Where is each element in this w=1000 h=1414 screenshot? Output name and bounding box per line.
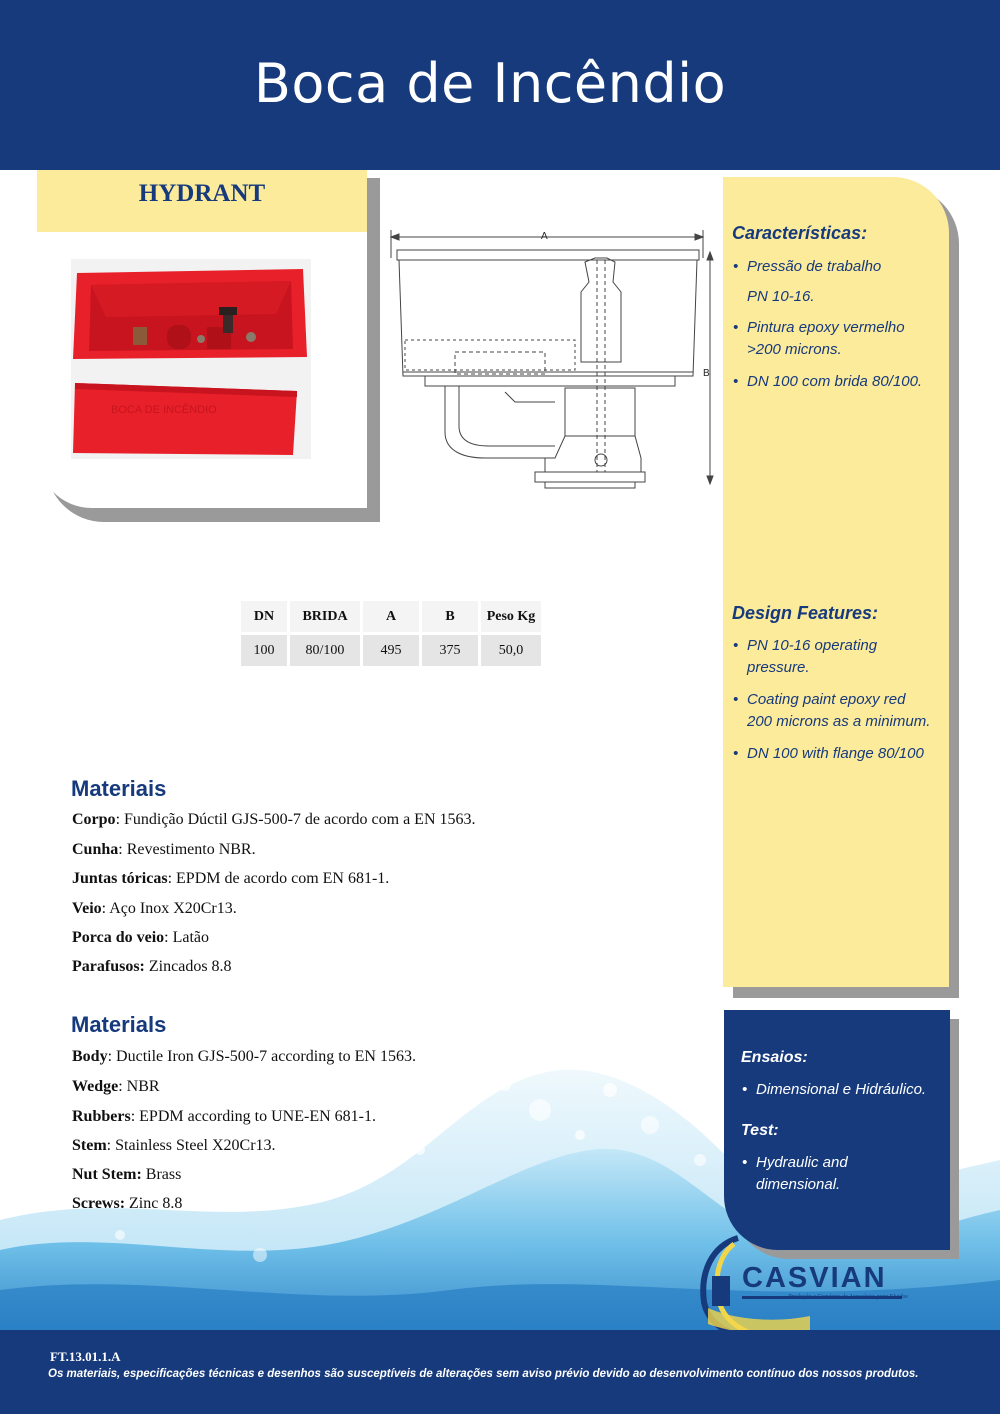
list-item-text: PN 10-16. xyxy=(747,288,815,305)
col-header-dn: DN xyxy=(241,601,287,632)
list-item-text: Pintura epoxy vermelho xyxy=(747,319,905,336)
spec-table xyxy=(238,598,544,669)
col-header-b: B xyxy=(422,601,478,632)
cell-b: 375 xyxy=(422,635,478,666)
list-item xyxy=(732,635,946,679)
features-panel xyxy=(723,177,949,987)
list-item xyxy=(741,1152,946,1196)
test-heading: Test: xyxy=(741,1122,779,1139)
materiais-line-sep: : xyxy=(115,811,125,828)
list-item-text: Dimensional e Hidráulico. xyxy=(756,1081,927,1098)
list-item-text: DN 100 com brida 80/100. xyxy=(747,373,923,390)
col-header-a: A xyxy=(363,601,419,632)
materiais-line-value: Revestimento NBR. xyxy=(126,841,256,858)
materials-line xyxy=(72,1137,276,1155)
photo-panel-header xyxy=(37,170,367,232)
materials-line-sep: : xyxy=(118,1078,127,1095)
footer-disclaimer: Os materiais, especificações técnicas e desenhos são susceptíveis de alterações sem aviso prévio devido ao desenvolvimento contínuo dos nossos produtos. xyxy=(48,1368,919,1380)
list-item-text: DN 100 with flange 80/100 xyxy=(747,745,924,762)
spec-table-header-row xyxy=(241,601,541,632)
materiais-line-sep: : xyxy=(101,900,110,917)
bullet-icon: • xyxy=(733,745,739,762)
materiais-line-label: Veio xyxy=(72,900,102,917)
materials-line-value: Brass xyxy=(145,1166,182,1183)
materiais-line-label: Corpo xyxy=(72,811,116,828)
materials-line-label: Wedge xyxy=(72,1078,119,1095)
materiais-line xyxy=(72,841,256,859)
cell-dn: 100 xyxy=(241,635,287,666)
list-item xyxy=(732,689,946,733)
logo-tagline: Produção e Comércio de Acessórios para Fluidos xyxy=(788,1294,908,1300)
materiais-line-label: Parafusos: xyxy=(72,958,145,975)
cell-peso: 50,0 xyxy=(481,635,541,666)
materiais-line xyxy=(72,811,476,829)
tests-panel xyxy=(724,1010,950,1250)
materiais-line xyxy=(72,870,389,888)
caracteristicas-heading: Características: xyxy=(732,223,868,243)
materiais-line-value: EPDM de acordo com EN 681-1. xyxy=(176,870,390,887)
materials-line-label: Screws: xyxy=(72,1195,126,1212)
materiais-line-value: Latão xyxy=(172,929,210,946)
table-row xyxy=(241,635,541,666)
design-features-heading: Design Features: xyxy=(732,603,879,623)
materials-line-value: Ductile Iron GJS-500-7 according to EN 1563. xyxy=(116,1048,416,1065)
dimension-b-label: B xyxy=(703,368,710,379)
list-item-text: 200 microns as a minimum. xyxy=(747,713,931,730)
caracteristicas-list xyxy=(732,256,946,403)
ensaios-heading: Ensaios: xyxy=(741,1049,808,1066)
materials-line-sep: : xyxy=(107,1048,117,1065)
list-item xyxy=(732,743,946,765)
bullet-icon: • xyxy=(742,1154,748,1171)
materials-line-label: Body xyxy=(72,1048,108,1065)
materiais-line-sep: : xyxy=(167,870,177,887)
materiais-line-sep: : xyxy=(118,841,127,858)
materiais-line-value: Zincados 8.8 xyxy=(148,958,232,975)
materiais-line-value: Fundição Dúctil GJS-500-7 de acordo com a EN 1563. xyxy=(124,811,476,828)
list-item-text: Hydraulic and xyxy=(756,1154,848,1171)
materials-line-label: Rubbers xyxy=(72,1108,131,1125)
materials-line-value: Stainless Steel X20Cr13. xyxy=(115,1137,276,1154)
list-item-text: PN 10-16 operating xyxy=(747,637,878,654)
materials-line-value: Zinc 8.8 xyxy=(129,1195,183,1212)
materials-line xyxy=(72,1166,181,1184)
list-item-text: Coating paint epoxy red xyxy=(747,691,906,708)
photo-panel xyxy=(37,170,367,508)
list-item-text: dimensional. xyxy=(756,1176,841,1193)
cell-a: 495 xyxy=(363,635,419,666)
col-header-brida: BRIDA xyxy=(290,601,360,632)
materials-line-value: EPDM according to UNE-EN 681-1. xyxy=(139,1108,376,1125)
materiais-line xyxy=(72,958,232,976)
cell-brida: 80/100 xyxy=(290,635,360,666)
materiais-line-label: Porca do veio xyxy=(72,929,165,946)
materials-line-value: NBR xyxy=(126,1078,160,1095)
hydrant-photo xyxy=(71,259,311,459)
materials-line-sep: : xyxy=(130,1108,140,1125)
materials-line xyxy=(72,1195,182,1213)
materiais-line xyxy=(72,900,237,918)
lid-embossed-text: BOCA DE INCÊNDIO xyxy=(111,404,217,416)
list-item xyxy=(741,1079,946,1101)
materials-line-label: Stem xyxy=(72,1137,107,1154)
materials-line xyxy=(72,1078,160,1096)
list-item xyxy=(732,317,946,361)
bullet-icon: • xyxy=(733,258,739,275)
list-item xyxy=(732,371,946,393)
materiais-line-label: Juntas tóricas xyxy=(72,870,168,887)
document-code: FT.13.01.1.A xyxy=(50,1349,121,1364)
bullet-icon: • xyxy=(733,319,739,336)
product-title: HYDRANT xyxy=(138,180,266,207)
materiais-heading: Materiais xyxy=(71,776,167,801)
bullet-icon: • xyxy=(742,1081,748,1098)
bullet-icon: • xyxy=(733,637,739,654)
materials-line xyxy=(72,1048,416,1066)
materials-line-label: Nut Stem: xyxy=(72,1166,142,1183)
logo-name: CASVIAN xyxy=(742,1262,887,1294)
materials-line xyxy=(72,1108,376,1126)
col-header-peso: Peso Kg xyxy=(481,601,541,632)
list-item-text: pressure. xyxy=(747,659,810,676)
list-item-text: Pressão de trabalho xyxy=(747,258,882,275)
materiais-line-value: Aço Inox X20Cr13. xyxy=(109,900,237,917)
bullet-icon: • xyxy=(733,691,739,708)
materials-heading: Materials xyxy=(71,1012,167,1037)
materials-line-sep: : xyxy=(106,1137,116,1154)
materiais-line-label: Cunha xyxy=(72,841,119,858)
page-title: Boca de Incêndio xyxy=(253,52,727,115)
list-item-text: >200 microns. xyxy=(747,341,842,358)
materiais-line xyxy=(72,929,209,947)
materiais-line-sep: : xyxy=(164,929,173,946)
list-item xyxy=(732,256,946,308)
dimension-a-label: A xyxy=(541,231,548,242)
design-features-list xyxy=(732,635,946,775)
technical-drawing xyxy=(385,222,720,502)
bullet-icon: • xyxy=(733,373,739,390)
